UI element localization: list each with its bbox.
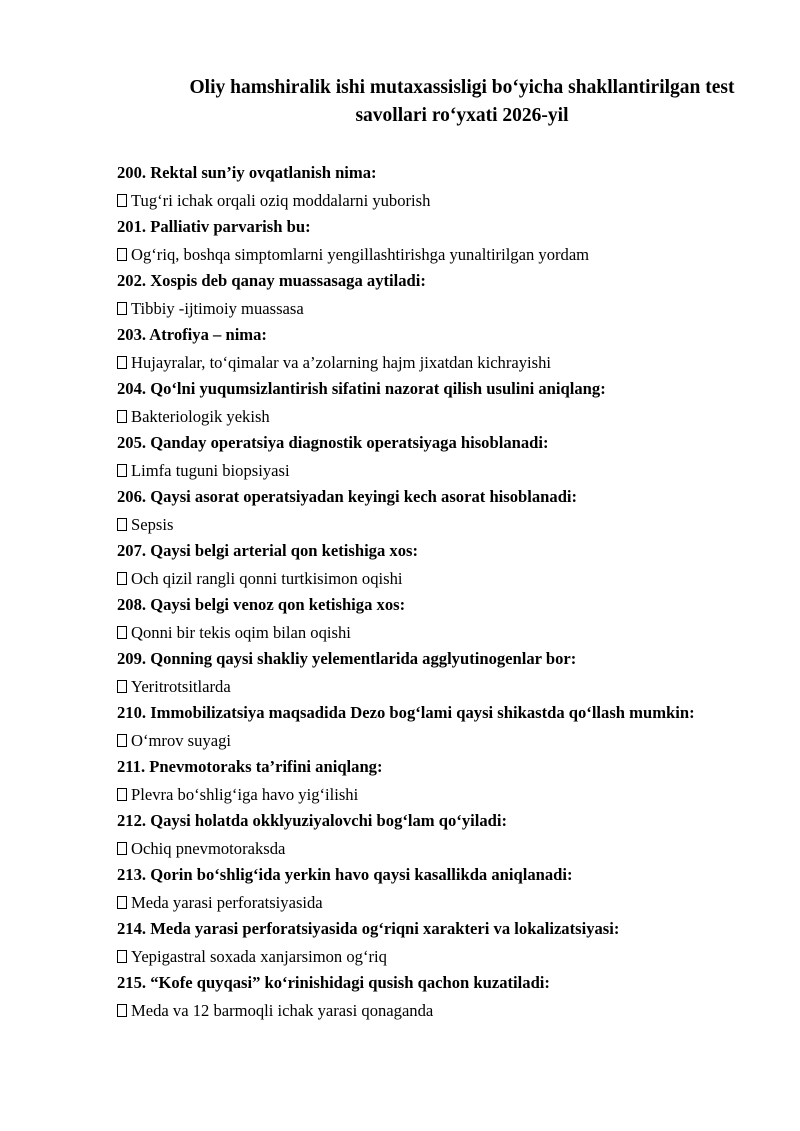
question-text: 201. Palliativ parvarish bu: (117, 217, 311, 236)
list-item (117, 808, 717, 862)
question-text: 202. Xospis deb qanay muassasaga aytiladi: (117, 271, 426, 290)
answer-line (117, 565, 717, 592)
answer-line (117, 187, 717, 214)
answer-text: Plevra bo‘shlig‘iga havo yig‘ilishi (131, 784, 359, 804)
answer-text: Ochiq pnevmotoraksda (131, 838, 286, 858)
list-item (117, 376, 717, 430)
list-item (117, 862, 717, 916)
answer-text: Yeritrotsitlarda (131, 676, 231, 696)
answer-line (117, 349, 717, 376)
list-item (117, 214, 717, 268)
question-text: 205. Qanday operatsiya diagnostik operatsiyaga hisoblanadi: (117, 433, 549, 452)
question-text: 209. Qonning qaysi shakliy yelementlarida agglyutinogenlar bor: (117, 649, 577, 668)
question-text: 215. “Kofe quyqasi” ko‘rinishidagi qusish qachon kuzatiladi: (117, 973, 550, 992)
missing-glyph-box-icon (117, 518, 127, 531)
answer-text: Tug‘ri ichak orqali oziq moddalarni yuborish (131, 190, 431, 210)
list-item (117, 322, 717, 376)
answer-line (117, 781, 717, 808)
list-item (117, 646, 717, 700)
answer-text: Meda va 12 barmoqli ichak yarasi qonaganda (131, 1000, 434, 1020)
answer-text: Hujayralar, to‘qimalar va a’zolarning hajm jixatdan kichrayishi (131, 352, 552, 372)
missing-glyph-box-icon (117, 950, 127, 963)
answer-line (117, 403, 717, 430)
answer-text: Yepigastral soxada xanjarsimon og‘riq (131, 946, 387, 966)
question-text: 212. Qaysi holatda okklyuziyalovchi bog‘lam qo‘yiladi: (117, 811, 508, 830)
missing-glyph-box-icon (117, 572, 127, 585)
missing-glyph-box-icon (117, 1004, 127, 1017)
missing-glyph-box-icon (117, 680, 127, 693)
answer-text: Sepsis (131, 514, 174, 534)
question-text: 204. Qo‘lni yuqumsizlantirish sifatini nazorat qilish usulini aniqlang: (117, 379, 606, 398)
answer-line (117, 889, 717, 916)
list-item (117, 430, 717, 484)
title-line-1: Oliy hamshiralik ishi mutaxassisligi bo‘yicha shakllantirilgan test (189, 77, 735, 98)
question-text: 213. Qorin bo‘shlig‘ida yerkin havo qaysi kasallikda aniqlanadi: (117, 865, 573, 884)
question-text: 203. Atrofiya – nima: (117, 325, 267, 344)
answer-line (117, 457, 717, 484)
missing-glyph-box-icon (117, 410, 127, 423)
answer-line (117, 943, 717, 970)
missing-glyph-box-icon (117, 842, 127, 855)
question-text: 200. Rektal sun’iy ovqatlanish nima: (117, 163, 377, 182)
question-text: 211. Pnevmotoraks ta’rifini aniqlang: (117, 757, 383, 776)
list-item (117, 484, 717, 538)
list-item (117, 538, 717, 592)
answer-line (117, 835, 717, 862)
answer-line (117, 619, 717, 646)
answer-text: Og‘riq, boshqa simptomlarni yengillashtirishga yunaltirilgan yordam (131, 244, 590, 264)
answer-text: Limfa tuguni biopsiyasi (131, 460, 290, 480)
answer-line (117, 727, 717, 754)
question-text: 210. Immobilizatsiya maqsadida Dezo bog‘lami qaysi shikastda qo‘llash mumkin: (117, 703, 695, 722)
list-item (117, 160, 717, 214)
list-item (117, 754, 717, 808)
answer-text: Qonni bir tekis oqim bilan oqishi (131, 622, 351, 642)
answer-line (117, 241, 717, 268)
answer-line (117, 511, 717, 538)
question-text: 208. Qaysi belgi venoz qon ketishiga xos: (117, 595, 406, 614)
answer-text: Bakteriologik yekish (131, 406, 270, 426)
missing-glyph-box-icon (117, 356, 127, 369)
missing-glyph-box-icon (117, 248, 127, 261)
missing-glyph-box-icon (117, 788, 127, 801)
answer-line (117, 997, 717, 1024)
missing-glyph-box-icon (117, 302, 127, 315)
question-text: 206. Qaysi asorat operatsiyadan keyingi kech asorat hisoblanadi: (117, 487, 578, 506)
missing-glyph-box-icon (117, 626, 127, 639)
list-item (117, 916, 717, 970)
answer-text: Meda yarasi perforatsiyasida (131, 892, 323, 912)
question-text: 214. Meda yarasi perforatsiyasida og‘riqni xarakteri va lokalizatsiyasi: (117, 919, 620, 938)
list-item (117, 700, 717, 754)
question-text: 207. Qaysi belgi arterial qon ketishiga xos: (117, 541, 418, 560)
answer-text: Och qizil rangli qonni turtkisimon oqishi (131, 568, 403, 588)
title-line-2: savollari ro‘yxati 2026-yil (355, 105, 569, 126)
answer-line (117, 295, 717, 322)
document-title (100, 74, 800, 130)
answer-text: O‘mrov suyagi (131, 730, 232, 750)
missing-glyph-box-icon (117, 464, 127, 477)
list-item (117, 970, 717, 1024)
answer-text: Tibbiy -ijtimoiy muassasa (131, 298, 304, 318)
question-list (117, 160, 717, 1024)
list-item (117, 268, 717, 322)
answer-line (117, 673, 717, 700)
list-item (117, 592, 717, 646)
missing-glyph-box-icon (117, 896, 127, 909)
missing-glyph-box-icon (117, 194, 127, 207)
missing-glyph-box-icon (117, 734, 127, 747)
